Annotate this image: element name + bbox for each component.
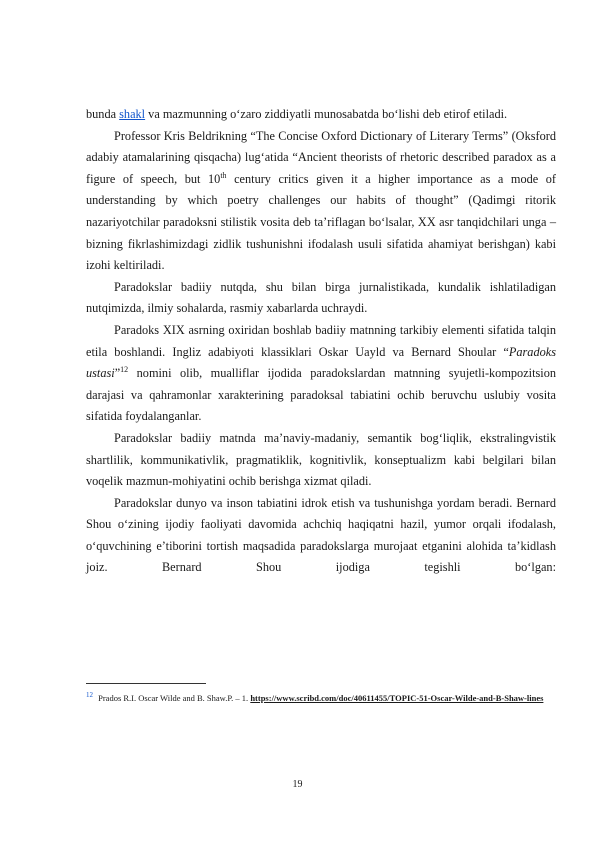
- paragraph-2: Paradokslar badiiy nutqda, shu bilan birga jurnalistikada, kundalik ishlatiladigan nutqimizda, ilmiy sohalarda, rasmiy xabarlarda uchraydi.: [86, 279, 556, 316]
- text-span: century critics given it a higher importance as a mode of understanding by which poetry challenges our habits of thought” (Qadimgi ritorik nazariyotchilar paradoksni stilistik vosita deb ta’riflagan bo‘lsalar, XX asr tanqidchilari unga – bizning fikrlashimizdagi zidlik tushunishni ifodalash usuli sifatida ahamiyat berishgan) kabi izohi keltiriladi.: [86, 171, 556, 273]
- text-span: va mazmunning o‘zaro ziddiyatli munosabatda bo‘lishi deb etirof etiladi.: [145, 107, 508, 121]
- footnote-divider: [86, 683, 206, 684]
- paragraph-4: Paradokslar badiiy matnda ma’naviy-madaniy, semantik bog‘liqlik, ekstralingvistik shartlilik, kommunikativlik, pragmatiklik, kognitivlik, konseptualizm kabi belgilari bilan voqelik mazmun-mohiyatini ochib berishga xizmat qiladi.: [86, 430, 556, 489]
- footnote-text: Prados R.I. Oscar Wilde and B. Shaw.P. – 1.: [96, 692, 251, 703]
- link-shakl[interactable]: shakl: [119, 107, 146, 121]
- page-body: [86, 104, 556, 579]
- footnote-ref[interactable]: 12: [120, 365, 129, 375]
- footnote-link[interactable]: https://www.scribd.com/doc/40611455/TOPIC-51-Oscar-Wilde-and-B-Shaw-lines: [250, 692, 544, 703]
- text-span: Professor Kris Beldrikning “The Concise Oxford Dictionary of Literary Terms” (Oksford adabiy atamalarining qisqacha) lug‘atida “Ancient theorists of rhetoric described paradox as a figure of speech, but 10: [86, 128, 556, 186]
- text-span: ”: [114, 366, 121, 381]
- footnote-number: 12: [86, 691, 93, 699]
- text-span: bunda: [86, 107, 120, 121]
- superscript: th: [220, 170, 227, 180]
- italic-phrase: Paradoks ustasi: [86, 344, 556, 381]
- page-number: 19: [292, 779, 303, 790]
- paragraph-3: [86, 320, 556, 428]
- text-span: Paradoks XIX asrning oxiridan boshlab badiiy matnning tarkibiy elementi sifatida talqin etila boshlandi. Ingliz adabiyoti klassiklari Oskar Uayld va Bernard Shoular “: [86, 322, 556, 359]
- paragraph-1: [86, 126, 556, 277]
- text-span: nomini olib, mualliflar ijodida paradokslardan matnning syujetli-kompozitsion darajasi va qahramonlar xarakterining paradoksal tabiatini ochib beruvchu uslubiy vosita sifatida foydalanganlar.: [86, 366, 556, 424]
- paragraph-5: Paradokslar dunyo va inson tabiatini idrok etish va tushunishga yordam beradi. Bernard Shou o‘zining ijodiy faoliyati davomida achchiq haqiqatni hazil, yumor orqali ifodalash, o‘quvchining e’tiborini tortish maqsadida paradokslarga murojaat etganini alohida ta’kidlash joiz. Bernard Shou ijodiga tegishli bo‘lgan:: [86, 495, 556, 575]
- paragraph-0: [86, 104, 556, 126]
- footnote: [86, 688, 556, 705]
